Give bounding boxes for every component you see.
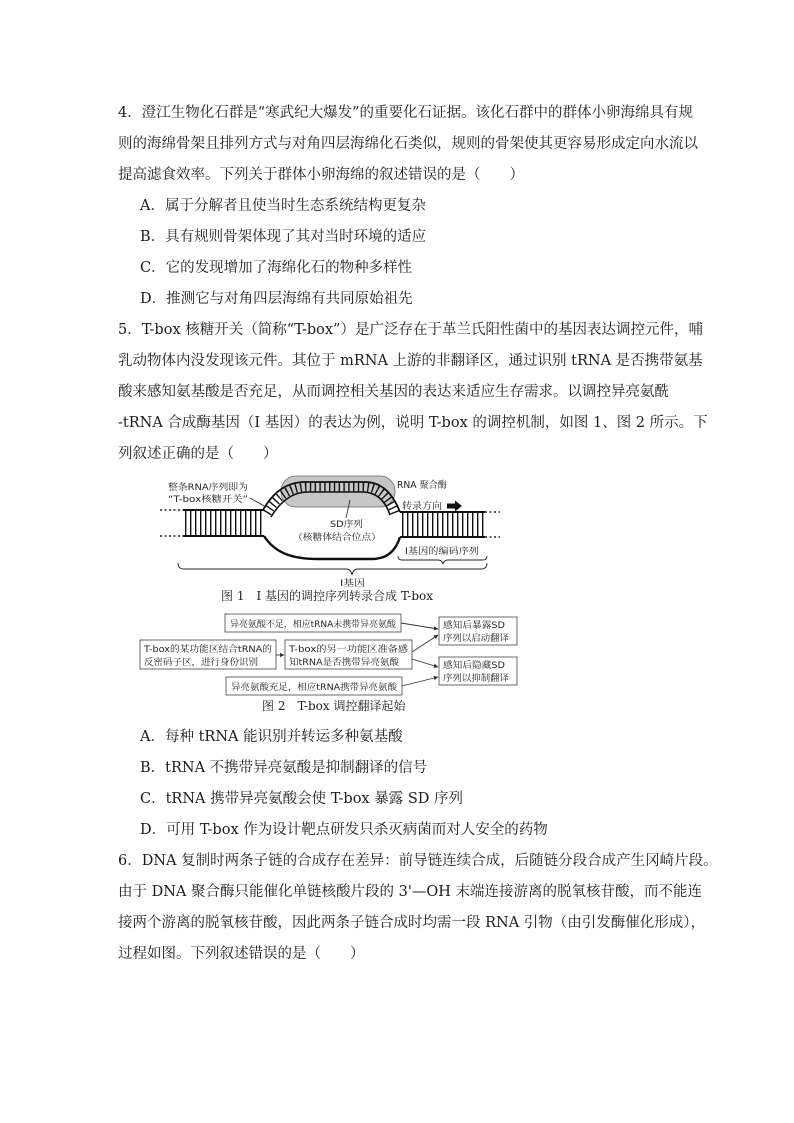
coding-sequence-bracket [398,556,487,564]
ribosome-binding-site-label: （核糖体结合位点） [293,533,375,543]
question-5-option-d: D．可用 T-box 作为设计靶点研发只杀灭病菌而对人安全的药物 [140,822,548,838]
question-5-stem-line: 列叙述正确的是（ ） [118,446,278,462]
question-5-options [118,722,548,846]
question-6-stem-line: 过程如图。下列叙述错误的是（ ） [118,946,365,962]
question-4 [118,98,698,315]
box-isoleucine-low-text: 异亮氨酸不足，相应tRNA未携带异亮氨酸 [230,620,397,630]
question-6 [118,846,718,970]
direction-arrow-icon [447,501,462,512]
question-6-stem-line: 由于 DNA 聚合酶只能催化单链核酸片段的 3'—OH 末端连接游离的脱氧核苷酸，而不能连 [118,884,702,900]
box-sense [285,640,412,669]
rna-polymerase-label: RNA 聚合酶 [397,480,449,491]
arrow-sense-to-expose [412,635,438,652]
box-hide-sd-line1: 感知后隐藏SD [443,661,501,671]
box-isoleucine-high [226,677,402,695]
question-5-stem-line: -tRNA 合成酶基因（I 基因）的表达为例，说明 T-box 的调控机制，如图 1、图 2 所示。下 [118,415,708,431]
box-expose-sd-line2: 序列以启动翻译 [443,634,507,644]
question-5-stem-line: 酸来感知氨基酸是否充足，从而调控相关基因的表达来适应生存需求。以调控异亮氨酰 [118,384,669,400]
arrow-low-to-expose [401,623,438,629]
right-dna-ladder [400,512,500,537]
question-4-stem-line: 则的海绵骨架且排列方式与对角四层海绵化石类似，规则的骨架使其更容易形成定向水流以 [118,136,698,152]
coding-sequence-label: I基因的编码序列 [405,547,471,557]
gene-bracket [178,563,487,575]
box-isoleucine-low [225,614,401,632]
tbox-label-line2: “T-box核糖开关” [168,495,238,505]
figure-1-diagram [155,470,505,588]
question-6-stem-line: 6．DNA 复制时两条子链的合成存在差异：前导链连续合成，后随链分段合成产生冈崎片段。 [118,853,718,869]
box-recognize-line2: 反密码子区，进行身份识别 [144,658,253,668]
question-6-stem-line: 接两个游离的脱氧核苷酸，因此两条子链合成时均需一段 RNA 引物（由引发酶催化形成）， [118,915,706,931]
question-5-stem-line: 5．T-box 核糖开关（简称“T-box”）是广泛存在于革兰氏阳性菌中的基因表达调控元件，哺 [118,322,703,338]
box-hide-sd-line2: 序列以抑制翻译 [443,674,507,684]
question-5-stem [118,315,708,470]
box-recognize-line1: T-box的某功能区结合tRNA的 [144,645,263,655]
figure-2-flowchart [135,608,525,700]
tbox-label-line1: 整条RNA序列即为 [168,483,242,493]
question-4-stem-line: 4．澄江生物化石群是“寒武纪大爆发”的重要化石证据。该化石群中的群体小卵海绵具有规 [118,105,694,121]
figure-2-caption: 图 2 T-box 调控翻译起始 [262,699,406,713]
question-4-option-c: C．它的发现增加了海绵化石的物种多样性 [140,260,413,276]
question-4-stem-line: 提高滤食效率。下列关于群体小卵海绵的叙述错误的是（ ） [118,167,524,183]
transcription-direction-label: 转录方向 [402,501,441,512]
question-5-option-a: A．每种 tRNA 能识别并转运多种氨基酸 [140,729,403,745]
question-5-option-c: C．tRNA 携带异亮氨酸会使 T-box 暴露 SD 序列 [140,791,463,807]
sd-sequence-label: SD序列 [330,520,361,530]
question-5-option-b: B．tRNA 不携带异亮氨酸是抑制翻译的信号 [140,760,428,776]
gene-label: I基因 [340,579,361,589]
arrow-sense-to-hide [412,659,438,667]
question-5-stem-line: 乳动物体内没发现该元件。其位于 mRNA 上游的非翻译区，通过识别 tRNA 是否携带氨基 [118,353,703,369]
arrow-high-to-hide [402,677,438,686]
box-sense-line2: 知tRNA是否携带异亮氨酸 [289,658,393,668]
tbox-label-leader-line [250,498,266,507]
left-dna-ladder [160,510,264,536]
box-hide-sd [439,657,517,685]
box-sense-line1: T-box的另一功能区准备感 [289,645,395,655]
box-expose-sd-line1: 感知后暴露SD [443,621,501,631]
figure-1-caption: 图 1 I 基因的调控序列转录合成 T-box [221,589,434,603]
question-4-option-a: A．属于分解者且使当时生态系统结构更复杂 [140,198,426,214]
box-expose-sd [439,617,517,645]
question-4-option-b: B．具有规则骨架体现了其对当时环境的适应 [140,229,427,245]
question-4-option-d: D．推测它与对角四层海绵有共同原始祖先 [140,291,413,307]
box-isoleucine-high-text: 异亮氨酸充足，相应tRNA携带异亮氨酸 [231,683,389,693]
box-recognize [140,640,276,669]
